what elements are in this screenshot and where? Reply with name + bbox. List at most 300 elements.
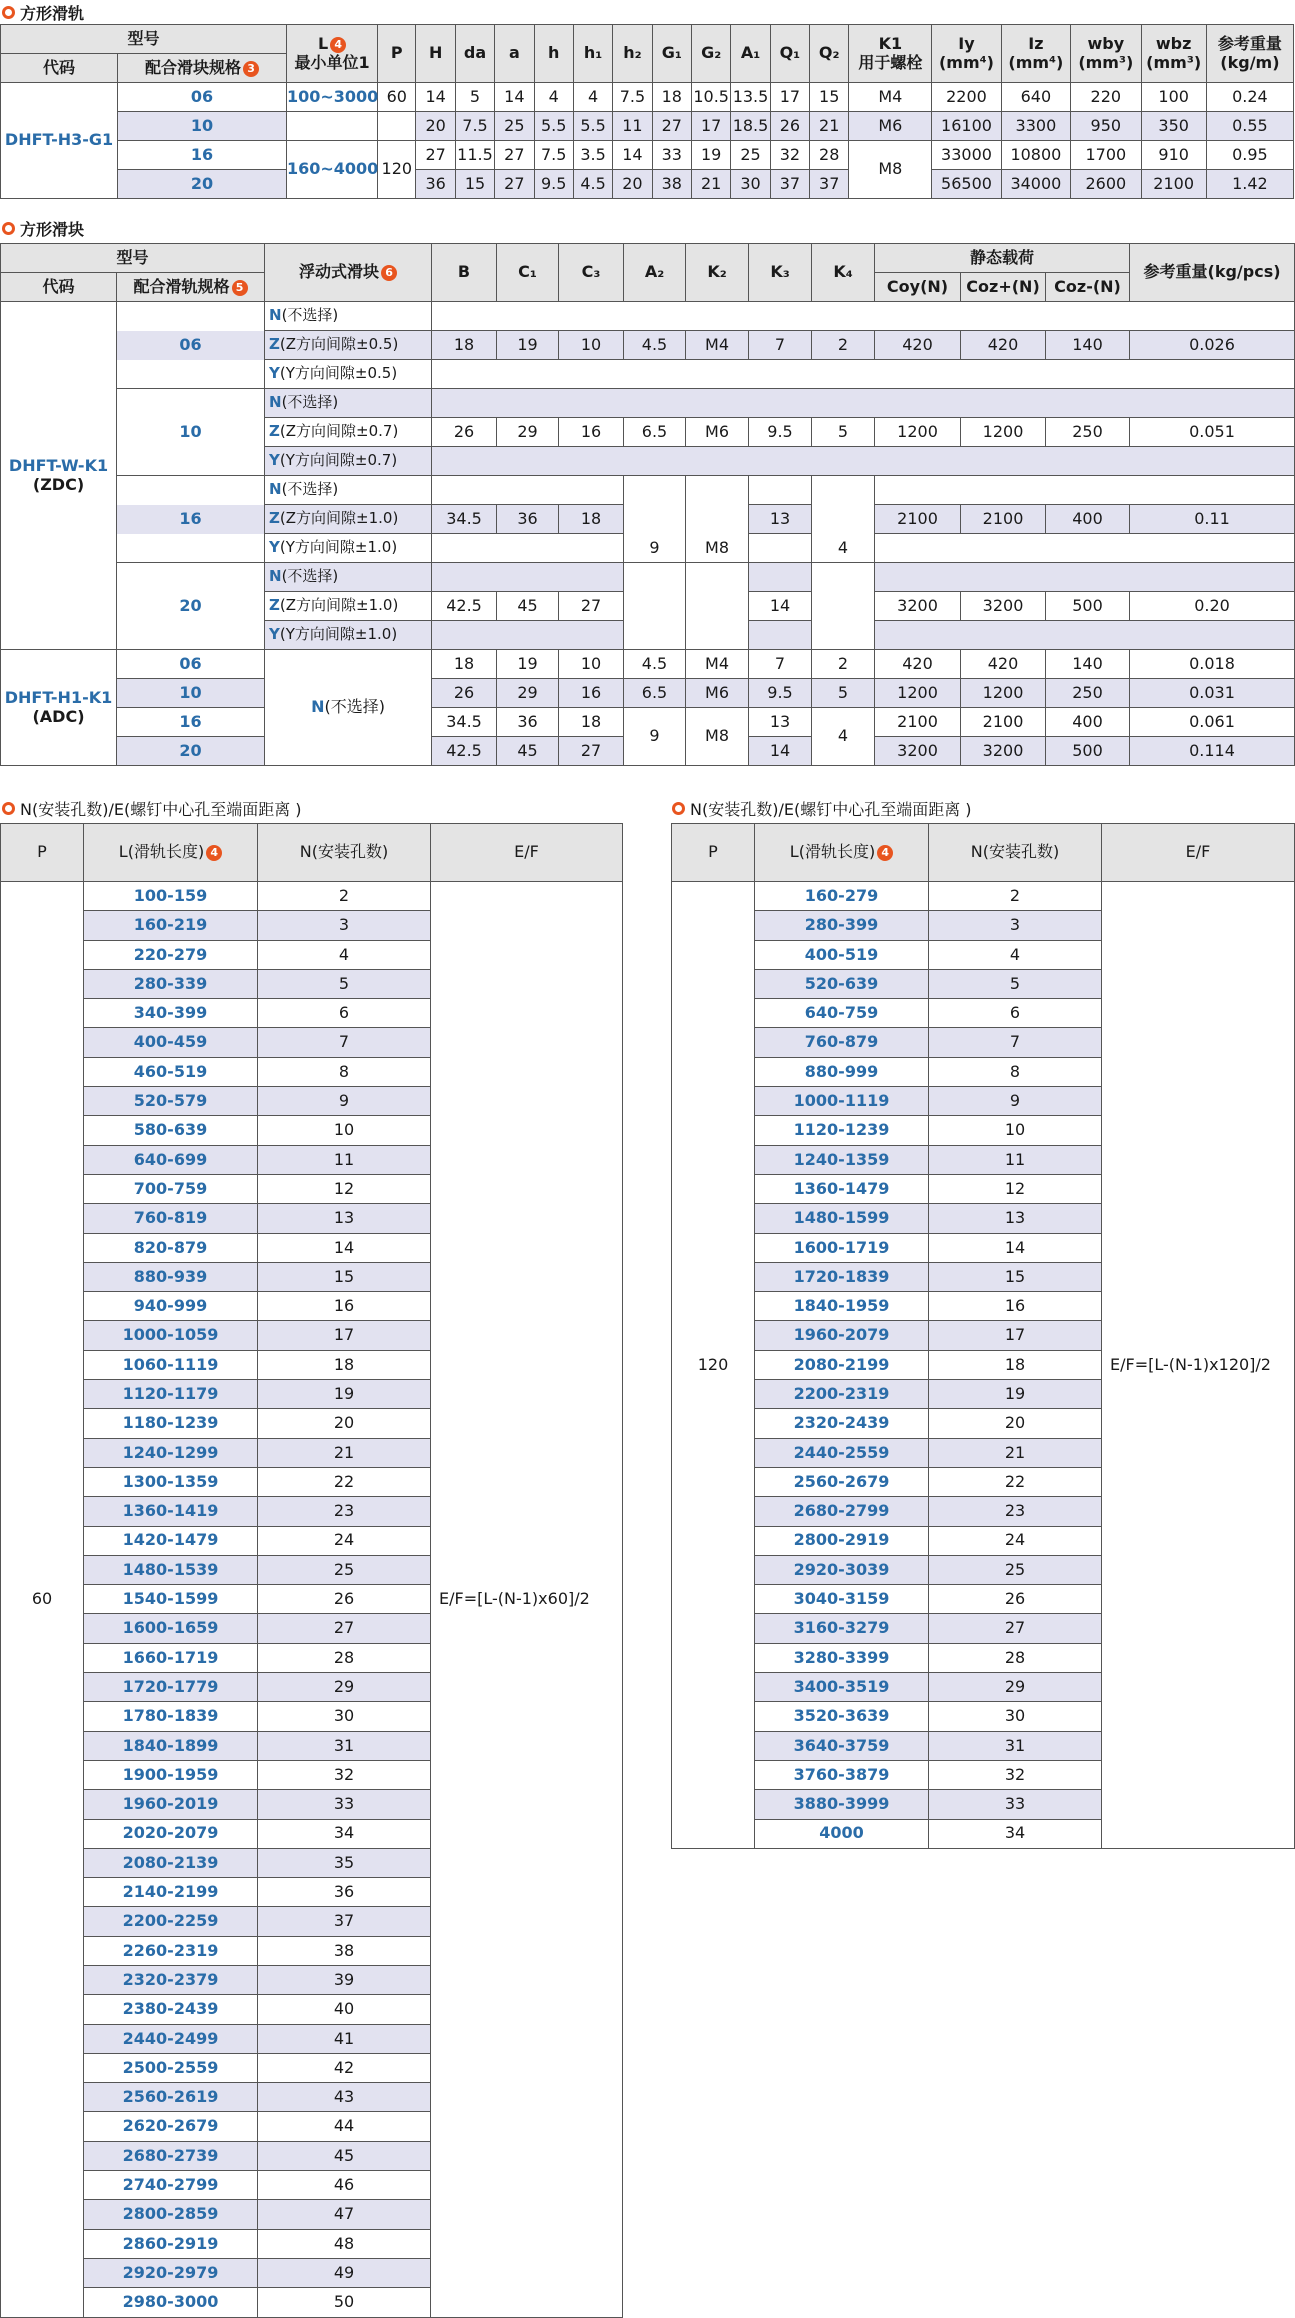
cell: 18 [652,83,691,112]
cell: 910 [1141,141,1206,170]
cell: 2200 [932,83,1001,112]
table-row [1,708,1295,737]
cell: 4 [573,83,612,112]
hole-count-cell: 49 [258,2258,431,2287]
length-range-cell: 2500-2559 [84,2053,258,2082]
cell: M6 [849,112,932,141]
option-y: Y(Y方向间隙±1.0) [265,621,432,650]
col-header-K3: K₃ [749,244,812,302]
cell: 56500 [932,170,1001,199]
cell: 11 [613,112,652,141]
cell: 5 [812,418,875,447]
holes-right-title: N(安装孔数)/E(螺钉中心孔至端面距离 ) [672,798,972,818]
length-range-cell: 1300-1359 [84,1467,258,1496]
cell: M4 [686,650,749,679]
length-range-cell: 2560-2679 [755,1467,929,1496]
length-range-cell: 280-399 [755,911,929,940]
cell: 45 [497,737,559,766]
formula-cell: E/F=[L-(N-1)x120]/2 [1102,882,1295,1849]
cell: 36 [416,170,455,199]
hole-count-cell: 29 [929,1673,1102,1702]
length-range-cell: 2440-2559 [755,1438,929,1467]
cell: 14 [749,737,812,766]
length-range-cell: 1000-1059 [84,1321,258,1350]
block-spec-table [0,243,1295,766]
cell: 10 [559,650,624,679]
cell: 16100 [932,112,1001,141]
formula-cell: E/F=[L-(N-1)x60]/2 [431,882,623,2318]
hole-count-cell: 15 [258,1262,431,1291]
cell: 34.5 [432,708,497,737]
col-header-a: a [495,25,534,83]
length-range-cell: 2440-2499 [84,2024,258,2053]
hole-count-cell: 36 [258,1878,431,1907]
length-range-cell: 2020-2079 [84,1819,258,1848]
cell: 2 [812,650,875,679]
holes-table-p60 [0,823,623,2318]
cell: 18 [432,331,497,360]
length-range-cell: 1480-1599 [755,1204,929,1233]
length-range-cell: 1600-1659 [84,1614,258,1643]
length-range-cell: 2560-2619 [84,2083,258,2112]
length-range-cell: 2680-2799 [755,1497,929,1526]
spec-cell: 16 [117,708,265,737]
col-header-coy: Coy(N) [875,273,961,302]
hole-count-cell: 43 [258,2083,431,2112]
hole-count-cell: 39 [258,1965,431,1994]
cell: 14 [749,592,812,621]
cell: 0.026 [1130,331,1295,360]
float-block-header: 浮动式滑块 6 [265,244,432,302]
length-range-cell: 2200-2319 [755,1380,929,1409]
length-range-cell: 640-699 [84,1145,258,1174]
cell: 19 [691,141,730,170]
cell [749,476,812,505]
cell: 3200 [961,592,1046,621]
cell: 1200 [875,418,961,447]
length-range-cell: 2800-2919 [755,1526,929,1555]
length-range-cell: 1600-1719 [755,1233,929,1262]
holes-table-p120 [671,823,1295,1849]
pitch-cell: 120 [672,882,755,1849]
length-range-cell: 2620-2679 [84,2112,258,2141]
length-range-cell: 2200-2259 [84,1907,258,1936]
col-header-C1: C₁ [497,244,559,302]
col-header-C3: C₃ [559,244,624,302]
hole-count-cell: 48 [258,2229,431,2258]
cell: M4 [686,331,749,360]
hole-count-cell: 3 [258,911,431,940]
spec-cell: 16 [118,141,287,170]
code-header: 代码 [1,54,118,83]
rail-section-title: 方形滑轨 [2,2,84,22]
circle-bullet-icon [2,6,15,19]
spec-cell: 06 [118,83,287,112]
block-code-zdc: DHFT-W-K1 (ZDC) [1,302,117,650]
cell: 420 [875,331,961,360]
cell: 4 [812,708,875,766]
cell: 1200 [961,418,1046,447]
cell: 350 [1141,112,1206,141]
cell [749,534,812,563]
length-range-cell: 3640-3759 [755,1731,929,1760]
hole-count-cell: 16 [929,1292,1102,1321]
length-range-cell: 1060-1119 [84,1350,258,1379]
cell: 7 [749,650,812,679]
length-range-cell: 3520-3639 [755,1702,929,1731]
hole-count-cell: 20 [258,1409,431,1438]
badge-4-icon: 4 [877,845,893,861]
cell: 29 [497,418,559,447]
cell: 4 [534,83,573,112]
cell: 19 [497,331,559,360]
table-row [1,112,1294,141]
hole-count-cell: 3 [929,911,1102,940]
hole-count-cell: 24 [929,1526,1102,1555]
cell: 500 [1046,737,1130,766]
col-header-N: N(安装孔数) [258,824,431,882]
hole-count-cell: 35 [258,1848,431,1877]
length-header: L 4 最小单位1 [286,25,377,83]
length-range-cell: 1180-1239 [84,1409,258,1438]
cell: 10800 [1001,141,1070,170]
static-load-header: 静态载荷 [875,244,1130,273]
cell: 4.5 [573,170,612,199]
cell: 2600 [1071,170,1141,199]
cell: 14 [613,141,652,170]
cell: 950 [1071,112,1141,141]
length-range-cell: 100~3000 [286,83,377,112]
cell: 0.061 [1130,708,1295,737]
cell [432,563,624,592]
hole-count-cell: 47 [258,2200,431,2229]
length-range-cell: 640-759 [755,999,929,1028]
length-range-cell: 2860-2919 [84,2229,258,2258]
pitch-cell: 60 [1,882,84,2318]
col-header-h2: h₂ [613,25,652,83]
cell: 3300 [1001,112,1070,141]
length-range-cell: 1120-1239 [755,1116,929,1145]
spec-cell: 10 [118,112,287,141]
length-range-cell: 220-279 [84,940,258,969]
cell: 0.24 [1206,83,1293,112]
rail-code: DHFT-H3-G1 [1,83,118,199]
cell: M6 [686,418,749,447]
col-header-N: N(安装孔数) [929,824,1102,882]
cell: 30 [731,170,770,199]
col-header-Iy: Iy (mm⁴) [932,25,1001,83]
badge-6-icon: 6 [381,265,397,281]
col-header-da: da [455,25,494,83]
cell: 2100 [961,505,1046,534]
cell [749,621,812,650]
cell [432,534,624,563]
hole-count-cell: 9 [929,1087,1102,1116]
length-range-cell: 1660-1719 [84,1643,258,1672]
col-header-cozm: Coz-(N) [1046,273,1130,302]
cell: 10 [559,331,624,360]
length-range-cell: 2380-2439 [84,1995,258,2024]
hole-count-cell: 31 [258,1731,431,1760]
badge-4-icon: 4 [330,37,346,53]
hole-count-cell: 4 [258,940,431,969]
cell: 4.5 [624,331,686,360]
length-range-cell: 760-819 [84,1204,258,1233]
length-range-cell: 1420-1479 [84,1526,258,1555]
length-range-cell: 760-879 [755,1028,929,1057]
option-z: Z(Z方向间隙±1.0) [265,505,432,534]
option-z: Z(Z方向间隙±0.5) [265,331,432,360]
option-n: N(不选择) [265,476,432,505]
length-range-cell: 1120-1179 [84,1380,258,1409]
cell: 18 [559,505,624,534]
cell: M4 [849,83,932,112]
cell: 13 [749,708,812,737]
cell: 3200 [875,592,961,621]
cell: 400 [1046,708,1130,737]
cell: 0.20 [1130,592,1295,621]
cell [875,534,1295,563]
spec-cell: 06 [117,650,265,679]
spec-cell: 06 [117,302,265,389]
cell: 1700 [1071,141,1141,170]
hole-count-cell: 33 [258,1790,431,1819]
hole-count-cell: 18 [258,1350,431,1379]
col-header-EF: E/F [431,824,623,882]
cell: 42.5 [432,592,497,621]
hole-count-cell: 45 [258,2141,431,2170]
length-range-cell: 400-519 [755,940,929,969]
circle-bullet-icon [2,222,15,235]
hole-count-cell: 32 [929,1760,1102,1789]
option-z: Z(Z方向间隙±0.7) [265,418,432,447]
cell: 2100 [875,505,961,534]
col-header-P: P [1,824,84,882]
hole-count-cell: 25 [929,1555,1102,1584]
cell: 32 [770,141,809,170]
hole-count-cell: 8 [929,1057,1102,1086]
length-range-cell: 880-939 [84,1262,258,1291]
spec-header: 配合滑轨规格 5 [117,273,265,302]
hole-count-cell: 8 [258,1057,431,1086]
length-range-cell: 3760-3879 [755,1760,929,1789]
option-n-cell: N(不选择) [265,650,432,766]
cell: 14 [416,83,455,112]
badge-3-icon: 3 [243,61,259,77]
hole-count-cell: 42 [258,2053,431,2082]
length-range-cell: 700-759 [84,1174,258,1203]
holes-left-title: N(安装孔数)/E(螺钉中心孔至端面距离 ) [2,798,302,818]
cell: 2100 [1141,170,1206,199]
spec-cell: 20 [117,737,265,766]
hole-count-cell: 25 [258,1555,431,1584]
length-range-cell: 2980-3000 [84,2288,258,2317]
cell: 33 [652,141,691,170]
cell: 100 [1141,83,1206,112]
cell: 18.5 [731,112,770,141]
col-header-length: L(滑轨长度) 4 [84,824,258,882]
cell: 0.55 [1206,112,1293,141]
badge-4-icon: 4 [206,845,222,861]
table-row [1,141,1294,170]
length-range-cell: 520-639 [755,969,929,998]
cell: 13 [749,505,812,534]
col-header-EF: E/F [1102,824,1295,882]
length-range-cell: 1900-1959 [84,1760,258,1789]
length-range-cell: 4000 [755,1819,929,1848]
hole-count-cell: 29 [258,1673,431,1702]
hole-count-cell: 41 [258,2024,431,2053]
cell: 250 [1046,418,1130,447]
cell: 25 [731,141,770,170]
hole-count-cell: 19 [258,1380,431,1409]
hole-count-cell: 7 [929,1028,1102,1057]
col-header-P: P [672,824,755,882]
length-range-cell: 1960-2079 [755,1321,929,1350]
cell: 2100 [961,708,1046,737]
cell: 220 [1071,83,1141,112]
cell [378,112,416,141]
cell [432,389,1295,418]
hole-count-cell: 26 [258,1585,431,1614]
col-header-H: H [416,25,455,83]
cell [432,621,624,650]
cell: 34000 [1001,170,1070,199]
cell: 4.5 [624,650,686,679]
length-range-cell: 340-399 [84,999,258,1028]
cell: 0.051 [1130,418,1295,447]
length-range-cell: 1480-1539 [84,1555,258,1584]
cell: 27 [652,112,691,141]
col-header-h: h [534,25,573,83]
length-range-cell: 3280-3399 [755,1643,929,1672]
hole-count-cell: 37 [258,1907,431,1936]
table-row [1,170,1294,199]
length-range-cell: 1780-1839 [84,1702,258,1731]
circle-bullet-icon [2,802,15,815]
cell: 9.5 [749,418,812,447]
hole-count-cell: 4 [929,940,1102,969]
cell: 0.114 [1130,737,1295,766]
col-header-h1: h₁ [573,25,612,83]
hole-count-cell: 38 [258,1936,431,1965]
hole-count-cell: 15 [929,1262,1102,1291]
cell: 400 [1046,505,1130,534]
length-range-cell: 3040-3159 [755,1585,929,1614]
cell: 5.5 [573,112,612,141]
cell: M8 [849,141,932,199]
cell: 16 [559,679,624,708]
hole-count-cell: 12 [929,1174,1102,1203]
hole-count-cell: 17 [258,1321,431,1350]
table-row [1,882,623,911]
col-header-K4: K₄ [812,244,875,302]
cell: 7 [749,331,812,360]
col-header-K2: K₂ [686,244,749,302]
cell: 2100 [875,708,961,737]
cell: 21 [691,170,730,199]
cell [875,563,1295,592]
length-range-cell: 400-459 [84,1028,258,1057]
cell: 7.5 [534,141,573,170]
length-range-cell: 2140-2199 [84,1878,258,1907]
cell: 20 [416,112,455,141]
cell: 36 [497,708,559,737]
table-row [1,302,1295,331]
length-range-cell: 2920-2979 [84,2258,258,2287]
cell: 27 [495,141,534,170]
table-row [1,650,1295,679]
cell: 1200 [875,679,961,708]
spec-cell: 16 [117,476,265,563]
length-range-cell: 160~4000 [286,141,377,199]
hole-count-cell: 33 [929,1790,1102,1819]
cell: 14 [495,83,534,112]
hole-count-cell: 18 [929,1350,1102,1379]
cell [286,112,377,141]
length-range-cell: 2680-2739 [84,2141,258,2170]
hole-count-cell: 46 [258,2171,431,2200]
spec-cell: 10 [117,389,265,476]
cell: 38 [652,170,691,199]
hole-count-cell: 30 [929,1702,1102,1731]
hole-count-cell: 6 [258,999,431,1028]
hole-count-cell: 27 [258,1614,431,1643]
hole-count-cell: 21 [929,1438,1102,1467]
table-row [1,389,1295,418]
cell: 27 [416,141,455,170]
cell: 9 [624,708,686,766]
cell: 3200 [961,737,1046,766]
rail-spec-table [0,24,1294,199]
pitch-cell: 60 [378,83,416,112]
cell: 3200 [875,737,961,766]
cell [432,360,1295,389]
cell [432,476,624,505]
hole-count-cell: 7 [258,1028,431,1057]
option-z: Z(Z方向间隙±1.0) [265,592,432,621]
spec-cell: 20 [117,563,265,650]
hole-count-cell: 16 [258,1292,431,1321]
cell: 1200 [961,679,1046,708]
cell: 37 [770,170,809,199]
col-header-G2: G₂ [691,25,730,83]
cell: 28 [810,141,849,170]
table-row [1,83,1294,112]
hole-count-cell: 14 [258,1233,431,1262]
length-range-cell: 580-639 [84,1116,258,1145]
hole-count-cell: 13 [929,1204,1102,1233]
length-range-cell: 1000-1119 [755,1087,929,1116]
length-range-cell: 520-579 [84,1087,258,1116]
cell: 20 [613,170,652,199]
col-header-cozp: Coz+(N) [961,273,1046,302]
cell: 16 [559,418,624,447]
hole-count-cell: 44 [258,2112,431,2141]
hole-count-cell: 23 [258,1497,431,1526]
hole-count-cell: 22 [929,1467,1102,1496]
cell: 420 [875,650,961,679]
cell: 4 [812,563,875,650]
col-header-B: B [432,244,497,302]
col-header-A1: A₁ [731,25,770,83]
cell [875,621,1295,650]
cell: 0.018 [1130,650,1295,679]
code-header: 代码 [1,273,117,302]
model-header: 型号 [1,25,287,54]
length-range-cell: 2080-2199 [755,1350,929,1379]
cell: 26 [432,418,497,447]
